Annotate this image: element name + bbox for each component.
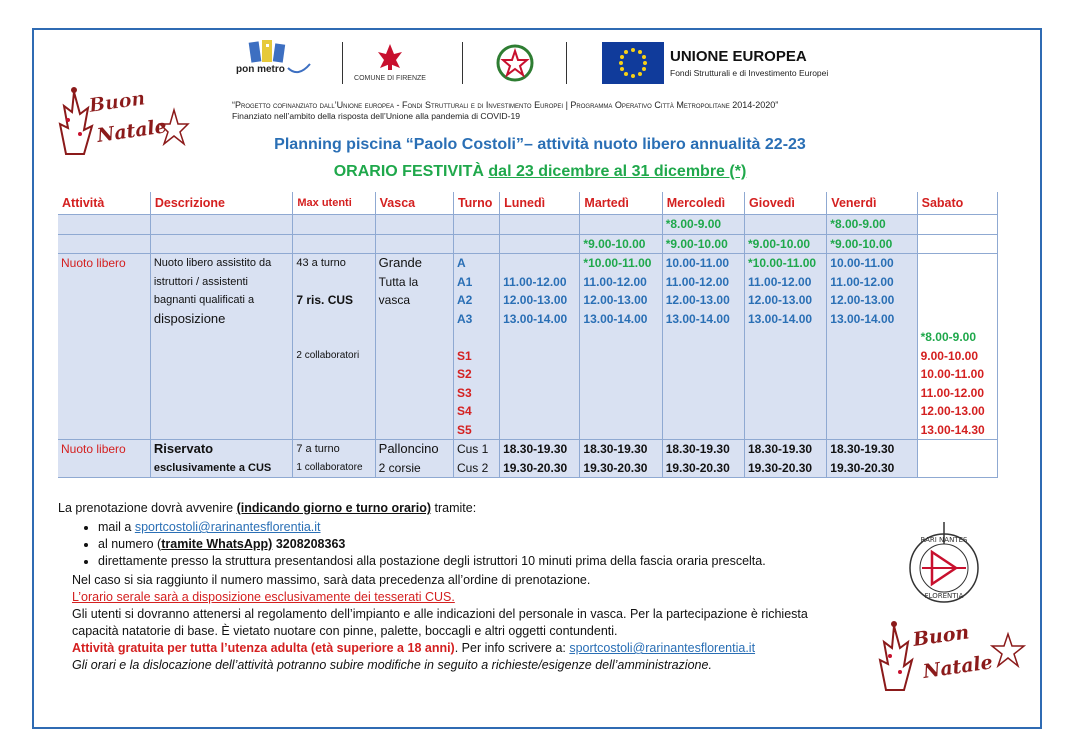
italy-emblem (494, 42, 536, 84)
phone-label: al numero ( (98, 537, 162, 551)
cus-slot: 19.30-20.30 (583, 460, 648, 475)
seal-top-text: RARI NANTES (920, 536, 968, 544)
slot-venerdi-9: *9.00-10.00 (830, 236, 893, 251)
eu-flag (602, 42, 664, 84)
table-row-cus (58, 440, 998, 478)
funding-line-2: Finanziato nell’ambito della risposta dell’Unione alla pandemia di COVID-19 (232, 111, 521, 121)
booking-methods-list (98, 519, 818, 570)
slot-martedi-9: *9.00-10.00 (583, 236, 646, 251)
cus-max: 7 a turno (296, 443, 340, 455)
slot-lunedi: 12.00-13.00 (503, 293, 568, 307)
logo-separator (462, 42, 463, 84)
slot-venerdi-8: *8.00-9.00 (830, 217, 886, 231)
schedule-subtitle (0, 163, 1080, 181)
cus-slot: 18.30-19.30 (748, 442, 813, 456)
xmas-text-natale: Natale (95, 115, 169, 147)
col-header-turno: Turno (453, 192, 499, 215)
slot-martedi: *10.00-11.00 (583, 256, 652, 270)
turno-label: S4 (456, 404, 472, 418)
slot-lunedi: 11.00-12.00 (503, 274, 567, 289)
slot-sabato: 12.00-13.00 (920, 404, 985, 418)
vasca-line: vasca (378, 293, 411, 307)
ponmetro-text: pon metro (236, 64, 285, 75)
turno-label: A3 (456, 311, 473, 326)
attivita-cell: Nuoto libero (61, 442, 126, 456)
slot-mercoledi: 11.00-12.00 (665, 274, 730, 289)
col-header-lunedi: Lunedì (500, 192, 580, 215)
schedule-table (58, 192, 998, 478)
attivita-cell: Nuoto libero (61, 256, 126, 270)
vasca-line: Grande (378, 255, 423, 270)
turno-label: S5 (456, 422, 472, 437)
slot-sabato: *8.00-9.00 (920, 330, 977, 344)
col-header-attivita: Attività (58, 192, 150, 215)
slot-giovedi: 13.00-14.00 (748, 311, 813, 326)
list-item (98, 536, 818, 553)
age-requirement: (età superiore a 18 anni) (310, 641, 455, 655)
slot-sabato: 10.00-11.00 (920, 367, 985, 381)
xmas-text-buon: Buon (911, 621, 971, 651)
turno-label: S3 (456, 385, 472, 400)
cus-slot: 18.30-19.30 (665, 442, 730, 456)
cus-vasca: Palloncino (378, 441, 439, 456)
slot-giovedi-9: *9.00-10.00 (748, 236, 811, 251)
slot-giovedi: *10.00-11.00 (748, 256, 817, 270)
turno-label: A2 (456, 293, 473, 307)
max-cus: 7 ris. CUS (296, 293, 354, 307)
slot-venerdi: 10.00-11.00 (830, 256, 894, 270)
table-header-row (58, 192, 998, 215)
table-row-nuoto-libero (58, 254, 998, 440)
col-header-venerdi: Venerdì (827, 192, 917, 215)
eu-subtitle: Fondi Strutturali e di Investimento Europei (670, 68, 829, 78)
col-header-giovedi: Giovedì (745, 192, 827, 215)
info-email-link[interactable]: sportcostoli@rarinantesflorentia.it (569, 641, 756, 655)
col-header-vasca: Vasca (375, 192, 453, 215)
xmas-text-buon: Buon (87, 87, 147, 117)
slot-mercoledi-9: *9.00-10.00 (665, 236, 728, 251)
funding-line-1: “Progetto cofinanziato dall’Unione europea - Fondi Strutturali e di Investimento Europei | Programma Operativo Città Metropolitane 2014-2020” (232, 100, 779, 110)
firenze-logo (350, 40, 430, 86)
cus-slot: 18.30-19.30 (503, 442, 568, 456)
full-capacity-note: Nel caso si sia raggiunto il numero massimo, sarà data precedenza all’ordine di prenotazione. (72, 573, 591, 587)
email-link[interactable]: sportcostoli@rarinantesflorentia.it (134, 520, 321, 534)
subtitle-date-range: dal 23 dicembre al 31 dicembre (*) (488, 163, 747, 180)
cus-vasca: 2 corsie (378, 460, 421, 475)
desc-line: disposizione (153, 310, 226, 326)
funding-note (232, 100, 872, 122)
desc-line: istruttori / assistenti (153, 275, 248, 288)
col-header-descrizione: Descrizione (150, 192, 293, 215)
desc-line: Nuoto libero assistito da (153, 257, 272, 269)
list-item: • direttamente presso la struttura presentandosi alla postazione degli istruttori 10 minuti prima della fascia oraria prescelta. (98, 553, 818, 570)
xmas-text-natale: Natale (921, 651, 995, 683)
logo-separator (566, 42, 567, 84)
subtitle-prefix: ORARIO FESTIVITÀ (333, 163, 489, 180)
firenze-text: COMUNE DI FIRENZE (354, 75, 426, 82)
cus-desc: esclusivamente a CUS (153, 461, 272, 474)
rari-nantes-logo (892, 518, 996, 610)
cus-slot: 19.30-20.30 (748, 460, 813, 475)
evening-note: L’orario serale sarà a disposizione esclusivamente dei tesserati CUS. (72, 590, 455, 604)
table-row (58, 234, 998, 254)
slot-sabato: 11.00-12.00 (920, 385, 985, 400)
col-header-max-utenti: Max utenti (293, 192, 375, 215)
intro-text-end: tramite: (431, 501, 477, 515)
slot-giovedi: 12.00-13.00 (748, 293, 813, 307)
cus-slot: 19.30-20.30 (503, 460, 568, 475)
slot-mercoledi: 13.00-14.00 (665, 311, 730, 326)
eu-title: UNIONE EUROPEA (670, 48, 807, 65)
collaboratori: 2 collaboratori (296, 349, 360, 361)
slot-mercoledi: 10.00-11.00 (665, 256, 730, 270)
vasca-line: Tutta la (378, 274, 419, 289)
slot-venerdi: 12.00-13.00 (830, 293, 895, 307)
disclaimer: Gli orari e la dislocazione dell’attività potranno subire modifiche in seguito a richieste/esigenze dell’amministrazione. (72, 658, 712, 672)
slot-venerdi: 13.00-14.00 (830, 311, 895, 326)
mail-label: mail a (98, 520, 135, 534)
cus-slot: 19.30-20.30 (665, 460, 730, 475)
christmas-decoration-bottom (872, 612, 1032, 694)
logo-separator (342, 42, 343, 84)
turno-label: A1 (456, 274, 473, 289)
intro-emphasis: (indicando giorno e turno orario) (236, 501, 432, 515)
intro-text: La prenotazione dovrà avvenire (58, 501, 237, 515)
cus-desc: Riservato (153, 441, 214, 456)
slot-venerdi: 11.00-12.00 (830, 274, 894, 289)
turno-label: A (456, 256, 466, 270)
list-item (98, 519, 818, 536)
phone-number: 3208208363 (272, 537, 346, 551)
rules-note: Gli utenti si dovranno attenersi al regolamento dell’impianto e alle indicazioni del personale in vasca. Per la partecipazione è richiesta capacità natatorie di base. È vietato nuotare con pinne, palette, boccagli e altri oggetti contundenti. (72, 607, 808, 638)
turno-label: S2 (456, 367, 472, 381)
page-title: Planning piscina “Paolo Costoli”– attività nuoto libero annualità 22-23 (274, 136, 806, 153)
turno-label: S1 (456, 348, 472, 363)
col-header-martedi: Martedì (580, 192, 662, 215)
slot-sabato: 13.00-14.30 (920, 422, 985, 437)
col-header-mercoledi: Mercoledì (662, 192, 744, 215)
booking-intro (58, 500, 818, 517)
slot-sabato: 9.00-10.00 (920, 348, 979, 363)
col-header-sabato: Sabato (917, 192, 997, 215)
info-text: . Per info scrivere a: (454, 641, 570, 655)
whatsapp-label: tramite WhatsApp) (161, 537, 273, 551)
booking-notes (58, 500, 818, 674)
slot-martedi: 13.00-14.00 (583, 311, 648, 326)
slot-giovedi: 11.00-12.00 (748, 274, 812, 289)
max-utenti: 43 a turno (296, 257, 346, 269)
slot-martedi: 12.00-13.00 (583, 293, 648, 307)
free-activity-text: Attività gratuita per tutta l’utenza adulta (72, 641, 311, 655)
slot-mercoledi: 12.00-13.00 (665, 293, 730, 307)
cus-slot: 18.30-19.30 (583, 442, 648, 456)
cus-turno: Cus 1 (456, 442, 489, 456)
seal-bottom-text: FLORENTIA (924, 592, 964, 600)
cus-turno: Cus 2 (456, 460, 489, 475)
cus-slot: 19.30-20.30 (830, 460, 895, 475)
desc-line: bagnanti qualificati a (153, 294, 255, 306)
cus-slot: 18.30-19.30 (830, 442, 895, 456)
table-row (58, 215, 998, 235)
cus-collaboratore: 1 collaboratore (296, 461, 363, 473)
ponmetro-logo (232, 38, 314, 86)
slot-lunedi: 13.00-14.00 (503, 311, 568, 326)
slot-mercoledi-8: *8.00-9.00 (665, 217, 722, 231)
slot-martedi: 11.00-12.00 (583, 274, 647, 289)
free-activity-note (72, 640, 818, 657)
